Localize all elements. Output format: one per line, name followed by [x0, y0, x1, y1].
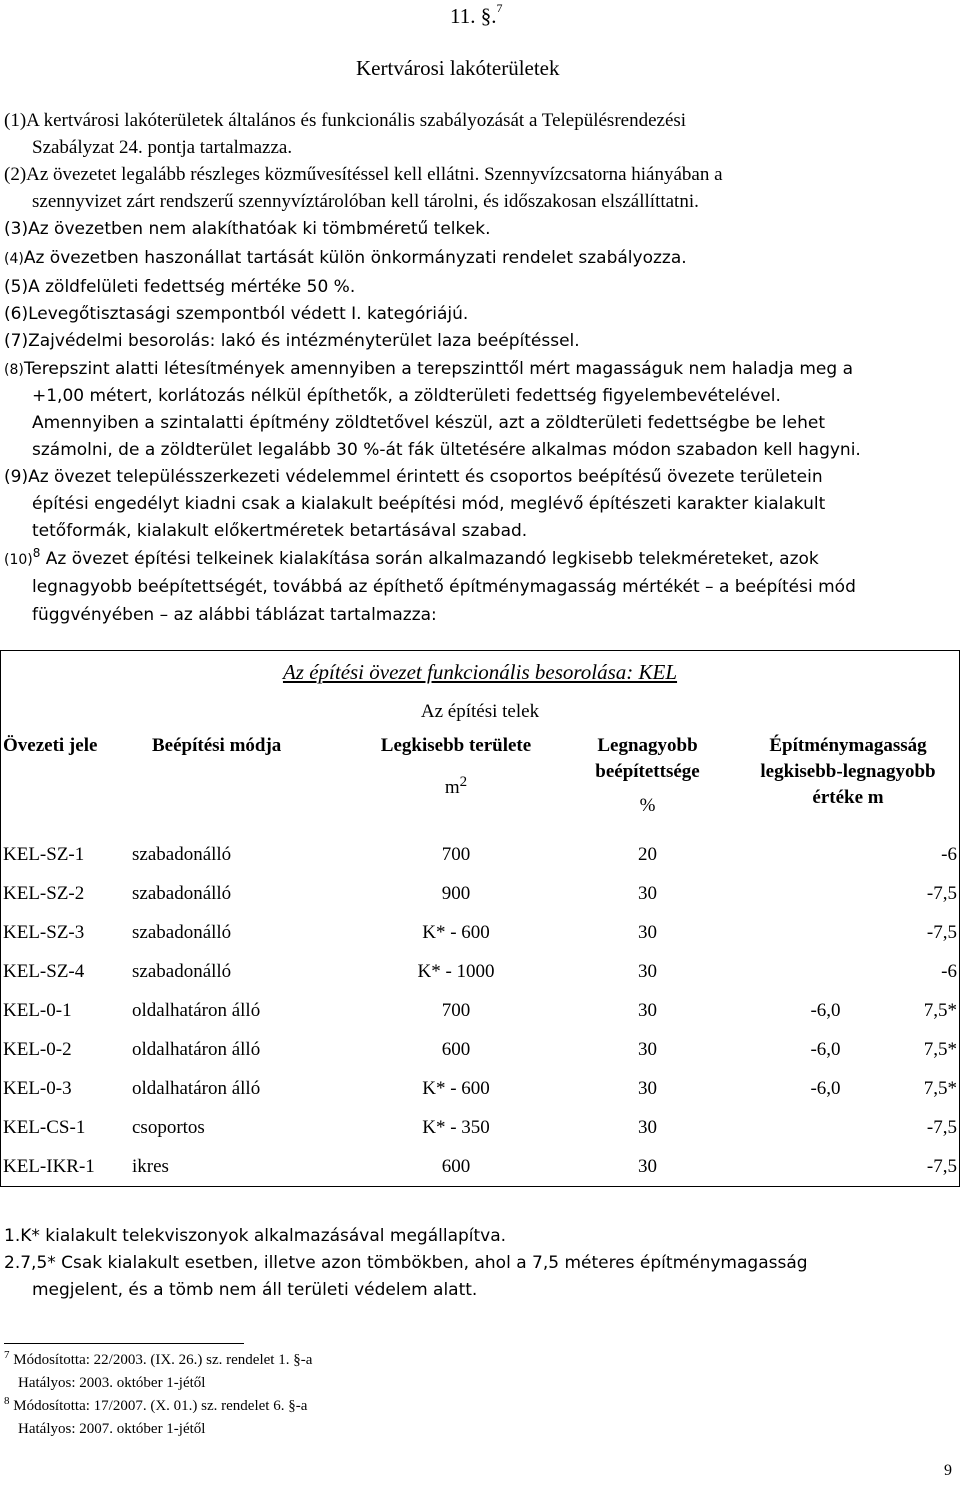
paragraph-5: (5)A zöldfelületi fedettség mértéke 50 %.: [4, 277, 356, 297]
table-row: [1, 1108, 960, 1147]
cell-max-coverage: 30: [638, 882, 657, 904]
cell-min-area: 600: [441, 1038, 471, 1060]
cell-height-min: [737, 835, 843, 874]
table-row: [1, 1030, 960, 1069]
cell-zone-code: KEL-SZ-3: [3, 921, 85, 943]
note-2-line-2: megjelent, és a tömb nem áll területi védelem alatt.: [32, 1280, 478, 1300]
cell-zone-code: KEL-0-2: [3, 1038, 72, 1060]
section-number: 11. §.$^7$: [450, 1, 503, 28]
table-caption: Az építési övezet funkcionális besorolása: KEL: [282, 659, 678, 684]
cell-height-min: -6,0: [810, 999, 841, 1021]
cell-height-min: [737, 874, 843, 913]
footnote-7-line-2: Hatályos: 2003. október 1-jétől: [18, 1375, 206, 1391]
paragraph-2-line-2: szennyvizet zárt rendszerű szennyvíztárolóban kell tárolni, és időszakosan elszállíttatni.: [32, 191, 699, 212]
paragraph-1-line-2: Szabályzat 24. pontja tartalmazza.: [32, 137, 293, 158]
header-max-coverage: Legnagyobb beépítettsége %: [595, 735, 700, 816]
table-row: [1, 835, 960, 874]
cell-max-coverage: 30: [638, 999, 657, 1021]
cell-build-mode: oldalhatáron álló: [132, 1077, 261, 1099]
table-row: [1, 991, 960, 1030]
cell-height-max: -6: [941, 843, 957, 865]
cell-zone-code: KEL-IKR-1: [3, 1155, 95, 1177]
cell-min-area: 600: [441, 1155, 471, 1177]
cell-max-coverage: 30: [638, 1038, 657, 1060]
cell-height-max: -7,5: [926, 921, 957, 943]
cell-height-min: [737, 952, 843, 991]
paragraph-7: (7)Zajvédelmi besorolás: lakó és intézményterület laza beépítéssel.: [4, 331, 580, 351]
header-min-area: Legkisebb területe $m^2$: [380, 735, 532, 798]
cell-zone-code: KEL-CS-1: [3, 1116, 86, 1138]
cell-build-mode: ikres: [132, 1155, 169, 1177]
paragraph-4: (4)Az övezetben haszonállat tartását külön önkormányzati rendelet szabályozza.: [4, 248, 687, 268]
table-row: [1, 1147, 960, 1187]
header-build-mode: Beépítési módja: [152, 735, 282, 756]
paragraph-2: (2)Az övezetet legalább részleges közművesítéssel kell ellátni. Szennyvízcsatorna hiányában a: [4, 164, 723, 185]
cell-min-area: 700: [441, 843, 471, 865]
paragraph-10: $(10)^8$ Az övezet építési telkeinek kialakítása során alkalmazandó legkisebb telekméreteket, azok: [4, 546, 819, 569]
cell-min-area: K* - 600: [422, 921, 490, 943]
footnote-7: $^7$ Módosította: 22/2003. (IX. 26.) sz. rendelet 1. §-a: [4, 1349, 313, 1368]
cell-height-max: 7,5*: [923, 1077, 957, 1099]
cell-max-coverage: 30: [638, 1155, 657, 1177]
paragraph-1: (1)A kertvárosi lakóterületek általános és funkcionális szabályozását a Településrendezési: [4, 110, 687, 131]
cell-max-coverage: 30: [638, 921, 657, 943]
table-row: [1, 952, 960, 991]
paragraph-9: (9)Az övezet településszerkezeti védelemmel érintett és csoportos beépítésű övezete területein: [4, 467, 823, 487]
zoning-table: [0, 650, 960, 1187]
cell-zone-code: KEL-0-3: [3, 1077, 72, 1099]
cell-height-max: 7,5*: [923, 1038, 957, 1060]
table-group-header: Az építési telek: [420, 701, 540, 722]
header-zone-code: Övezeti jele: [3, 735, 98, 756]
cell-min-area: K* - 600: [422, 1077, 490, 1099]
paragraph-9-line-3: tetőformák, kialakult előkertméretek betartásával szabad.: [32, 521, 528, 541]
cell-build-mode: csoportos: [132, 1116, 205, 1138]
paragraph-9-line-2: építési engedélyt kiadni csak a kialakult beépítési mód, meglévő építészeti karakter kialakult: [32, 494, 826, 514]
cell-build-mode: oldalhatáron álló: [132, 999, 261, 1021]
cell-build-mode: szabadonálló: [132, 921, 232, 943]
cell-zone-code: KEL-SZ-2: [3, 882, 85, 904]
cell-height-max: -7,5: [926, 1155, 957, 1177]
cell-height-min: -6,0: [810, 1038, 841, 1060]
table-row: [1, 1069, 960, 1108]
table-row: [1, 874, 960, 913]
cell-min-area: K* - 1000: [417, 960, 495, 982]
cell-min-area: 900: [441, 882, 471, 904]
paragraph-6: (6)Levegőtisztasági szempontból védett I. kategóriájú.: [4, 304, 469, 324]
cell-max-coverage: 20: [638, 843, 657, 865]
cell-zone-code: KEL-SZ-1: [3, 843, 85, 865]
footnote-divider: [4, 1343, 244, 1344]
cell-max-coverage: 30: [638, 1116, 657, 1138]
cell-build-mode: szabadonálló: [132, 882, 232, 904]
cell-build-mode: oldalhatáron álló: [132, 1038, 261, 1060]
cell-height-max: -7,5: [926, 882, 957, 904]
cell-height-min: -6,0: [810, 1077, 841, 1099]
note-1: 1.K* kialakult telekviszonyok alkalmazásával megállapítva.: [4, 1226, 507, 1246]
section-footnote-ref: 7: [496, 1, 503, 15]
paragraph-8-line-3: Amennyiben a szintalatti építmény zöldtetővel készül, azt a zöldterületi fedettségbe be lehet: [32, 413, 825, 433]
cell-build-mode: szabadonálló: [132, 843, 232, 865]
cell-height-max: -6: [941, 960, 957, 982]
paragraph-10-line-3: függvényében – az alábbi táblázat tartalmazza:: [32, 605, 437, 625]
cell-height-max: -7,5: [926, 1116, 957, 1138]
footnote-8-line-2: Hatályos: 2007. október 1-jétől: [18, 1421, 206, 1437]
table-row: [1, 913, 960, 952]
note-2: 2.7,5* Csak kialakult esetben, illetve azon tömbökben, ahol a 7,5 méteres építménymagasság: [4, 1253, 808, 1273]
cell-zone-code: KEL-SZ-4: [3, 960, 85, 982]
cell-max-coverage: 30: [638, 1077, 657, 1099]
paragraph-8-line-4: számolni, de a zöldterület legalább 30 %-át fák ültetésére alkalmas módon szabadon kell hagyni.: [32, 440, 861, 460]
cell-height-min: [737, 913, 843, 952]
cell-max-coverage: 30: [638, 960, 657, 982]
cell-zone-code: KEL-0-1: [3, 999, 72, 1021]
paragraph-8: (8)Terepszint alatti létesítmények amennyiben a terepszinttől mért magasságuk nem haladja meg a: [4, 359, 853, 379]
paragraph-10-line-2: legnagyobb beépítettségét, továbbá az építhető építménymagasság mértékét – a beépítési mód: [32, 577, 856, 597]
header-building-height: Építménymagasság legkisebb-legnagyobb értéke m: [760, 735, 936, 808]
page-number: 9: [944, 1462, 952, 1479]
paragraph-3: (3)Az övezetben nem alakíthatóak ki tömbméretű telkek.: [4, 219, 491, 239]
footnote-8: $^8$ Módosította: 17/2007. (X. 01.) sz. rendelet 6. §-a: [4, 1395, 308, 1414]
cell-min-area: 700: [441, 999, 471, 1021]
cell-min-area: K* - 350: [422, 1116, 490, 1138]
cell-build-mode: szabadonálló: [132, 960, 232, 982]
section-title: Kertvárosi lakóterületek: [356, 56, 560, 80]
cell-height-max: 7,5*: [923, 999, 957, 1021]
cell-height-min: [737, 1108, 843, 1147]
cell-height-min: [737, 1147, 843, 1187]
paragraph-8-line-2: +1,00 métert, korlátozás nélkül építhetők, a zöldterületi fedettség figyelembevételével.: [32, 386, 781, 406]
